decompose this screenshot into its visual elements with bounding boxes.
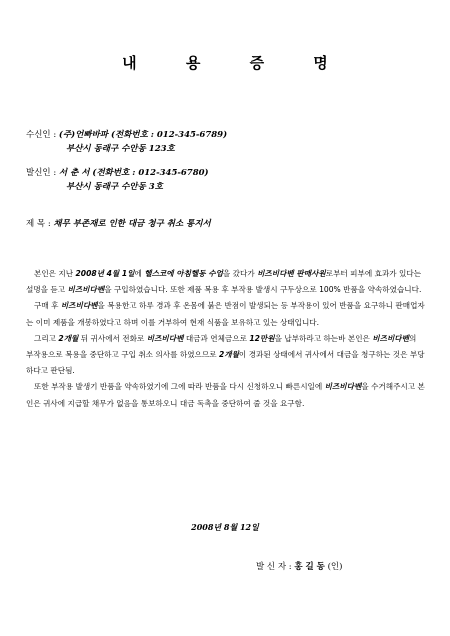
signature-seal: (인): [327, 562, 343, 572]
subject-label: 제 목 :: [26, 219, 54, 229]
body-paragraph: [26, 266, 426, 298]
body-text: 에: [134, 269, 145, 278]
handwritten-fill: 비즈비다벤: [60, 301, 98, 311]
body-text: 로부터 피부에 효과가 있다는 설명을 듣고: [26, 269, 422, 295]
body-text: 그리고: [34, 333, 59, 343]
body-text: 을 복용한고 하루 경과 후 온몸에 붉은 반점이 발생되는 등 부작용이 있어 반품을 요구하니 판매업자는 이미 제품을 개봉하였다고 하며 이를 거부하여 현재 식품을 보유하고 있는 상태입니다.: [26, 301, 425, 327]
sender-info-label: 발신인 :: [26, 168, 59, 178]
handwritten-fill: 2008년 4월 1일: [75, 269, 135, 278]
letter-body: [26, 266, 426, 412]
body-text: 을 구입하였습니다. 또한 제품 복용 후 부작용 발생시 구두상으로 100% 반품을 약속하였습니다.: [104, 285, 422, 295]
letter-date: 2008년 8월 12일: [191, 522, 259, 532]
handwritten-fill: 비즈비다벤: [324, 382, 362, 392]
body-text: 이 경과된 상태에서 귀사에서 대금을 청구하는 것은 부당하다고 판단됨.: [26, 350, 425, 376]
recipient-address: 부산시 동래구 수안동 123호: [66, 144, 175, 154]
recipient-name: (주)언빠바파 (전화번호 : 012-345-6789): [58, 130, 228, 140]
subject-text: 채무 부존재로 인한 대금 청구 취소 통지서: [53, 219, 211, 229]
handwritten-fill: 2개월: [58, 333, 79, 343]
recipient-block: [26, 128, 227, 156]
handwritten-fill: 12만원: [249, 333, 275, 343]
handwritten-fill: 비즈비다벤: [67, 285, 105, 295]
handwritten-fill: 비즈비다벤 판매사원: [257, 269, 326, 278]
recipient-label: 수신인 :: [26, 130, 59, 140]
signature-label: 발 신 자 :: [256, 562, 295, 572]
body-text: 을 갔다가: [222, 269, 258, 278]
document-title: 내 용 증 명: [122, 54, 350, 72]
body-text: 또한 부작용 발생기 반품을 약속하였기에 그에 따라 반품을 다시 신청하오니 빠른시일에: [34, 382, 325, 392]
body-text: 대금과 연체금으로: [183, 333, 250, 343]
body-text: 을 납부하라고 하는바 본인은: [274, 333, 373, 343]
sender-info-name: 서 춘 서 (전화번호 : 012-345-6780): [58, 168, 209, 178]
body-text: 구매 후: [34, 301, 61, 311]
sender-info-block: [26, 166, 209, 194]
handwritten-fill: 비즈비다벤: [372, 333, 409, 343]
sender-info-address: 부산시 동래구 수안동 3호: [66, 182, 163, 192]
signature-line: [256, 560, 342, 572]
body-text: 을 수거해주시고 본인은 귀사에 지급할 채무가 없음을 통보하오니 대금 독촉을 중단하여 줄 것을 요구함.: [26, 382, 425, 408]
body-paragraph: [26, 298, 426, 330]
handwritten-fill: 헬스코에 아침헬동 수업: [144, 269, 223, 278]
body-text: 뒤 귀사에서 전화로: [78, 333, 147, 343]
signature-name: 홍 길 동: [294, 562, 325, 572]
body-text: 의 부작용으로 복용을 중단하고 구입 취소 의사를 하였으므로: [26, 333, 417, 360]
body-paragraph: [26, 331, 426, 380]
handwritten-fill: 비즈비다벤: [146, 333, 184, 343]
handwritten-fill: 2개월: [218, 350, 239, 360]
body-text: 본인은 지난: [34, 269, 76, 278]
body-paragraph: [26, 379, 426, 411]
subject-line: [26, 217, 211, 231]
